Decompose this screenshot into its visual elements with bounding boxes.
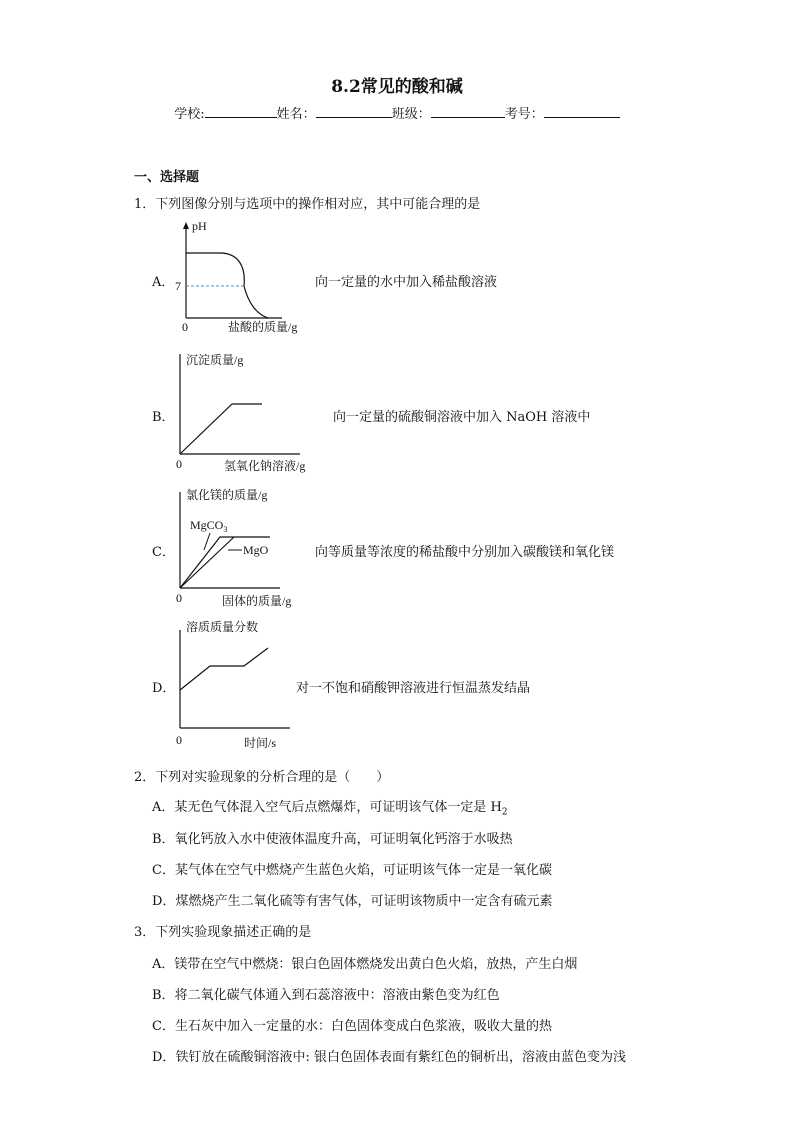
y-axis-arrow — [183, 222, 189, 229]
option-letter: D． — [152, 1050, 176, 1065]
y-axis-label: 溶质质量分数 — [186, 620, 259, 634]
origin-label: 0 — [182, 320, 188, 334]
school-blank[interactable] — [205, 105, 277, 118]
mass-fraction-line — [180, 648, 268, 690]
mgo-line — [180, 537, 234, 588]
q1-option-c-letter[interactable]: C． — [152, 545, 175, 560]
y-axis-label: 氯化镁的质量/g — [186, 488, 268, 502]
q2-option-c[interactable] — [152, 859, 552, 878]
option-text: 煤燃烧产生二氧化硫等有害气体，可证明该物质中一定含有硫元素 — [175, 894, 553, 909]
option-text: 氧化钙放入水中使液体温度升高，可证明氧化钙溶于水吸热 — [174, 832, 513, 847]
precipitate-line — [180, 404, 262, 454]
q3-option-d[interactable] — [152, 1046, 626, 1065]
section-heading: 一、选择题 — [134, 170, 200, 185]
name-label: 姓名： — [276, 107, 316, 122]
q3-option-c[interactable] — [152, 1015, 552, 1034]
option-text: 某气体在空气中燃烧产生蓝色火焰，可证明该气体一定是一氧化碳 — [174, 863, 552, 878]
option-letter: C． — [152, 863, 175, 878]
option-text: 铁钉放在硫酸铜溶液中: 银白色固体表面有紫红色的铜析出，溶液由蓝色变为浅 — [175, 1050, 626, 1065]
q1-option-a-text: 向一定量的水中加入稀盐酸溶液 — [315, 275, 498, 290]
y-axis-label: pH — [192, 219, 207, 233]
q1-option-d-text: 对一不饱和硝酸钾溶液进行恒温蒸发结晶 — [296, 681, 531, 696]
question-2-stem: 2．下列对实验现象的分析合理的是（ ） — [134, 770, 390, 785]
origin-label: 0 — [176, 591, 182, 605]
option-text: 生石灰中加入一定量的水：白色固体变成白色浆液，吸收大量的热 — [174, 1019, 552, 1034]
q1-option-d-letter[interactable]: D． — [152, 681, 176, 696]
question-1-stem: 1．下列图像分别与选项中的操作相对应，其中可能合理的是 — [134, 197, 481, 212]
option-subscript: 2 — [501, 807, 508, 818]
number-blank[interactable] — [544, 105, 620, 118]
option-letter: A． — [152, 957, 175, 972]
option-letter: B． — [152, 988, 175, 1003]
question-3-stem: 3．下列实验现象描述正确的是 — [134, 925, 312, 940]
mgco3-label: MgCO$_3$ — [190, 518, 228, 534]
q1-option-c-text: 向等质量等浓度的稀盐酸中分别加入碳酸镁和氧化镁 — [315, 545, 615, 560]
student-info-line — [0, 103, 794, 122]
q2-option-d[interactable] — [152, 890, 552, 909]
q1-graph-b — [170, 348, 340, 478]
school-label: 学校: — [174, 107, 205, 122]
x-axis-label: 盐酸的质量/g — [228, 320, 298, 334]
x-axis-label: 氢氧化钠溶液/g — [224, 459, 306, 473]
x-axis-label: 时间/s — [244, 736, 277, 750]
q2-option-a[interactable] — [152, 796, 508, 818]
q1-graph-d — [170, 616, 310, 751]
option-text: 某无色气体混入空气后点燃爆炸，可证明该气体一定是 H — [174, 800, 502, 815]
q1-option-b-text: 向一定量的硫酸铜溶液中加入 NaOH 溶液中 — [333, 410, 591, 425]
class-blank[interactable] — [431, 105, 505, 118]
name-blank[interactable] — [316, 105, 392, 118]
q1-graph-c — [170, 486, 330, 611]
q2-option-b[interactable] — [152, 828, 513, 847]
mgco3-leader — [204, 533, 210, 550]
number-label: 考号： — [504, 107, 544, 122]
option-letter: B． — [152, 832, 175, 847]
q1-graph-a — [170, 218, 320, 338]
page-title: 8.2常见的酸和碱 — [331, 77, 463, 97]
option-letter: C． — [152, 1019, 175, 1034]
option-letter: A． — [152, 800, 175, 815]
class-label: 班级： — [391, 107, 431, 122]
option-text: 将二氧化碳气体通入到石蕊溶液中：溶液由紫色变为红色 — [174, 988, 500, 1003]
q3-option-a[interactable] — [152, 953, 577, 972]
y-axis-label: 沉淀质量/g — [186, 353, 244, 367]
mark-7-label: 7 — [175, 279, 181, 293]
mgo-label: MgO — [243, 543, 269, 557]
origin-label: 0 — [176, 457, 182, 471]
q3-option-b[interactable] — [152, 984, 500, 1003]
q1-option-a-letter[interactable]: A． — [152, 275, 175, 290]
option-text: 镁带在空气中燃烧：银白色固体燃烧发出黄白色火焰，放热，产生白烟 — [174, 957, 578, 972]
q1-option-b-letter[interactable]: B． — [152, 410, 175, 425]
origin-label: 0 — [176, 733, 182, 747]
option-letter: D． — [152, 894, 176, 909]
x-axis-label: 固体的质量/g — [222, 594, 292, 608]
